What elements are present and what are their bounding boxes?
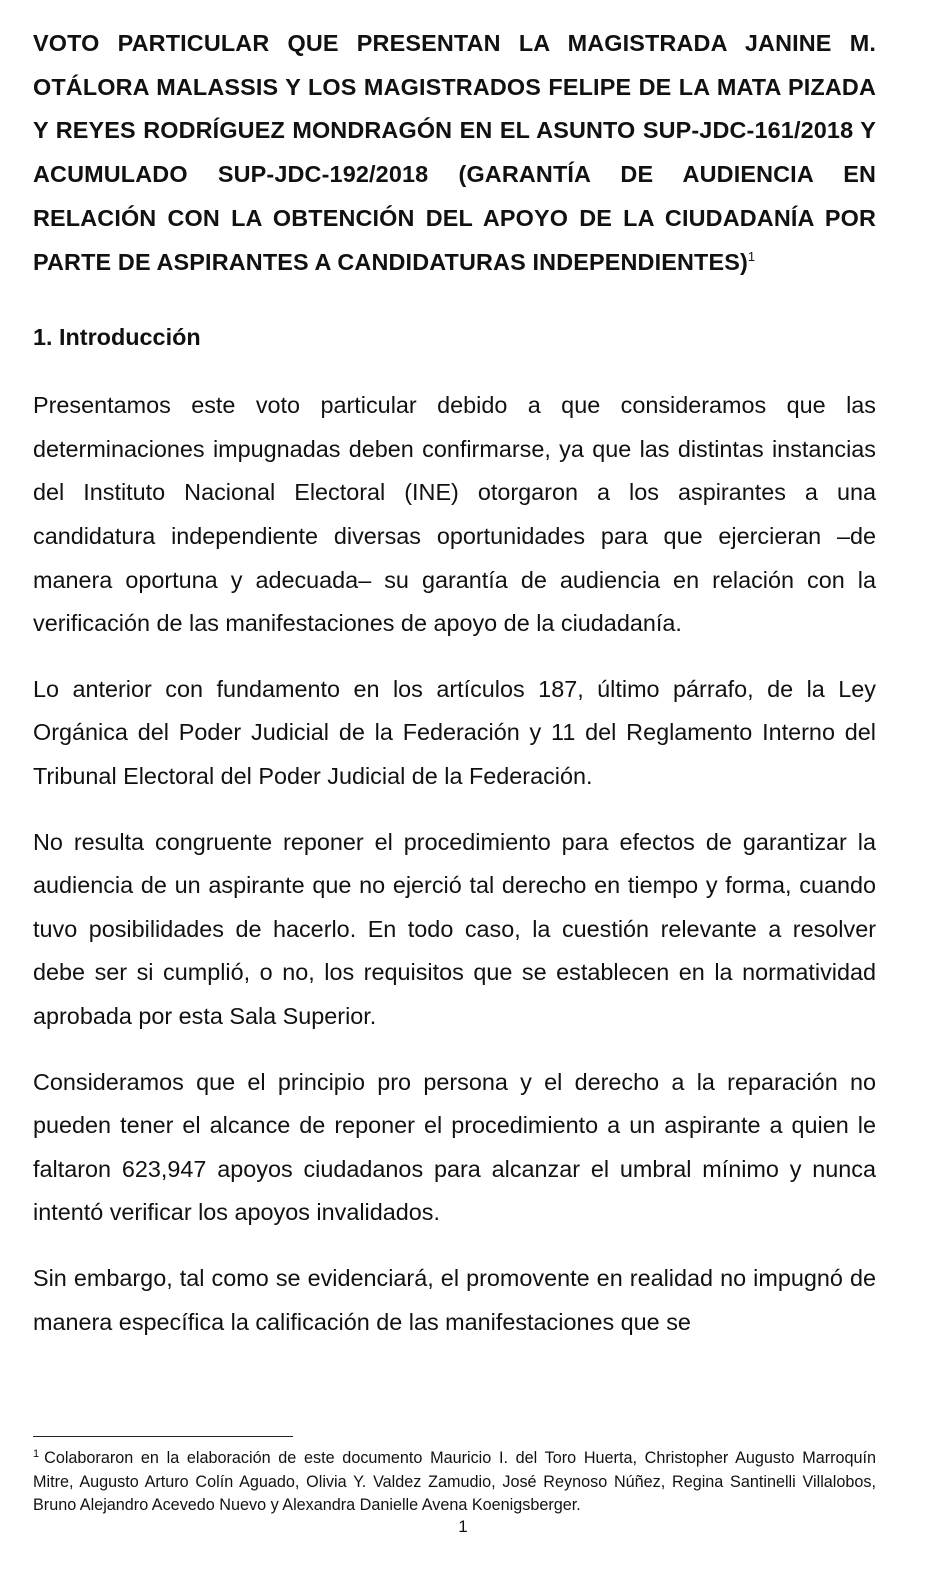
footnote-separator	[33, 1436, 293, 1437]
paragraph-4: Consideramos que el principio pro persona y el derecho a la reparación no pueden tener el alcance de reponer el procedimiento a un aspirante a quien le faltaron 623,947 apoyos ciudadanos para alcanzar el umbral mínimo y nunca intentó verificar los apoyos invalidados.	[33, 1068, 876, 1226]
paragraph-2: Lo anterior con fundamento en los artículos 187, último párrafo, de la Ley Orgánica del Poder Judicial de la Federación y 11 del Reglamento Interno del Tribunal Electoral del Poder Judicial de la Federación.	[33, 675, 876, 789]
footnote-number: 1	[33, 1447, 40, 1460]
title-footnote-reference[interactable]: 1	[747, 248, 756, 264]
paragraph-1: Presentamos este voto particular debido a que consideramos que las determinaciones impugnadas deben confirmarse, ya que las distintas instancias del Instituto Nacional Electoral (INE) otorgaron a los aspirantes a una candidatura independiente diversas oportunidades para que ejercieran –de manera oportuna y adecuada– su garantía de audiencia en relación con la verificación de las manifestaciones de apoyo de la ciudadanía.	[33, 392, 876, 637]
page-number: 1	[458, 1517, 468, 1536]
paragraph-3: No resulta congruente reponer el procedimiento para efectos de garantizar la audiencia de un aspirante que no ejerció tal derecho en tiempo y forma, cuando tuvo posibilidades de hacerlo. En todo caso, la cuestión relevante a resolver debe ser si cumplió, o no, los requisitos que se establecen en la normatividad aprobada por esta Sala Superior.	[33, 828, 876, 1029]
section-heading-introduccion: 1. Introducción	[33, 324, 201, 351]
document-body	[33, 22, 876, 1344]
document-title	[33, 22, 876, 284]
footnote-1	[33, 1447, 876, 1518]
document-title-text: VOTO PARTICULAR QUE PRESENTAN LA MAGISTRADA JANINE M. OTÁLORA MALASSIS Y LOS MAGISTRADOS FELIPE DE LA MATA PIZADA Y REYES RODRÍGUEZ MONDRAGÓN EN EL ASUNTO SUP-JDC-161/2018 Y ACUMULADO SUP-JDC-192/2018 (GARANTÍA DE AUDIENCIA EN RELACIÓN CON LA OBTENCIÓN DEL APOYO DE LA CIUDADANÍA POR PARTE DE ASPIRANTES A CANDIDATURAS INDEPENDIENTES)	[33, 30, 876, 275]
paragraph-5: Sin embargo, tal como se evidenciará, el promovente en realidad no impugnó de manera específica la calificación de las manifestaciones que se	[33, 1264, 876, 1335]
footnote-text: Colaboraron en la elaboración de este documento Mauricio I. del Toro Huerta, Christopher Augusto Marroquín Mitre, Augusto Arturo Colín Aguado, Olivia Y. Valdez Zamudio, José Reynoso Núñez, Regina Santinelli Villalobos, Bruno Alejandro Acevedo Nuevo y Alexandra Danielle Avena Koenigsberger.	[33, 1449, 876, 1515]
